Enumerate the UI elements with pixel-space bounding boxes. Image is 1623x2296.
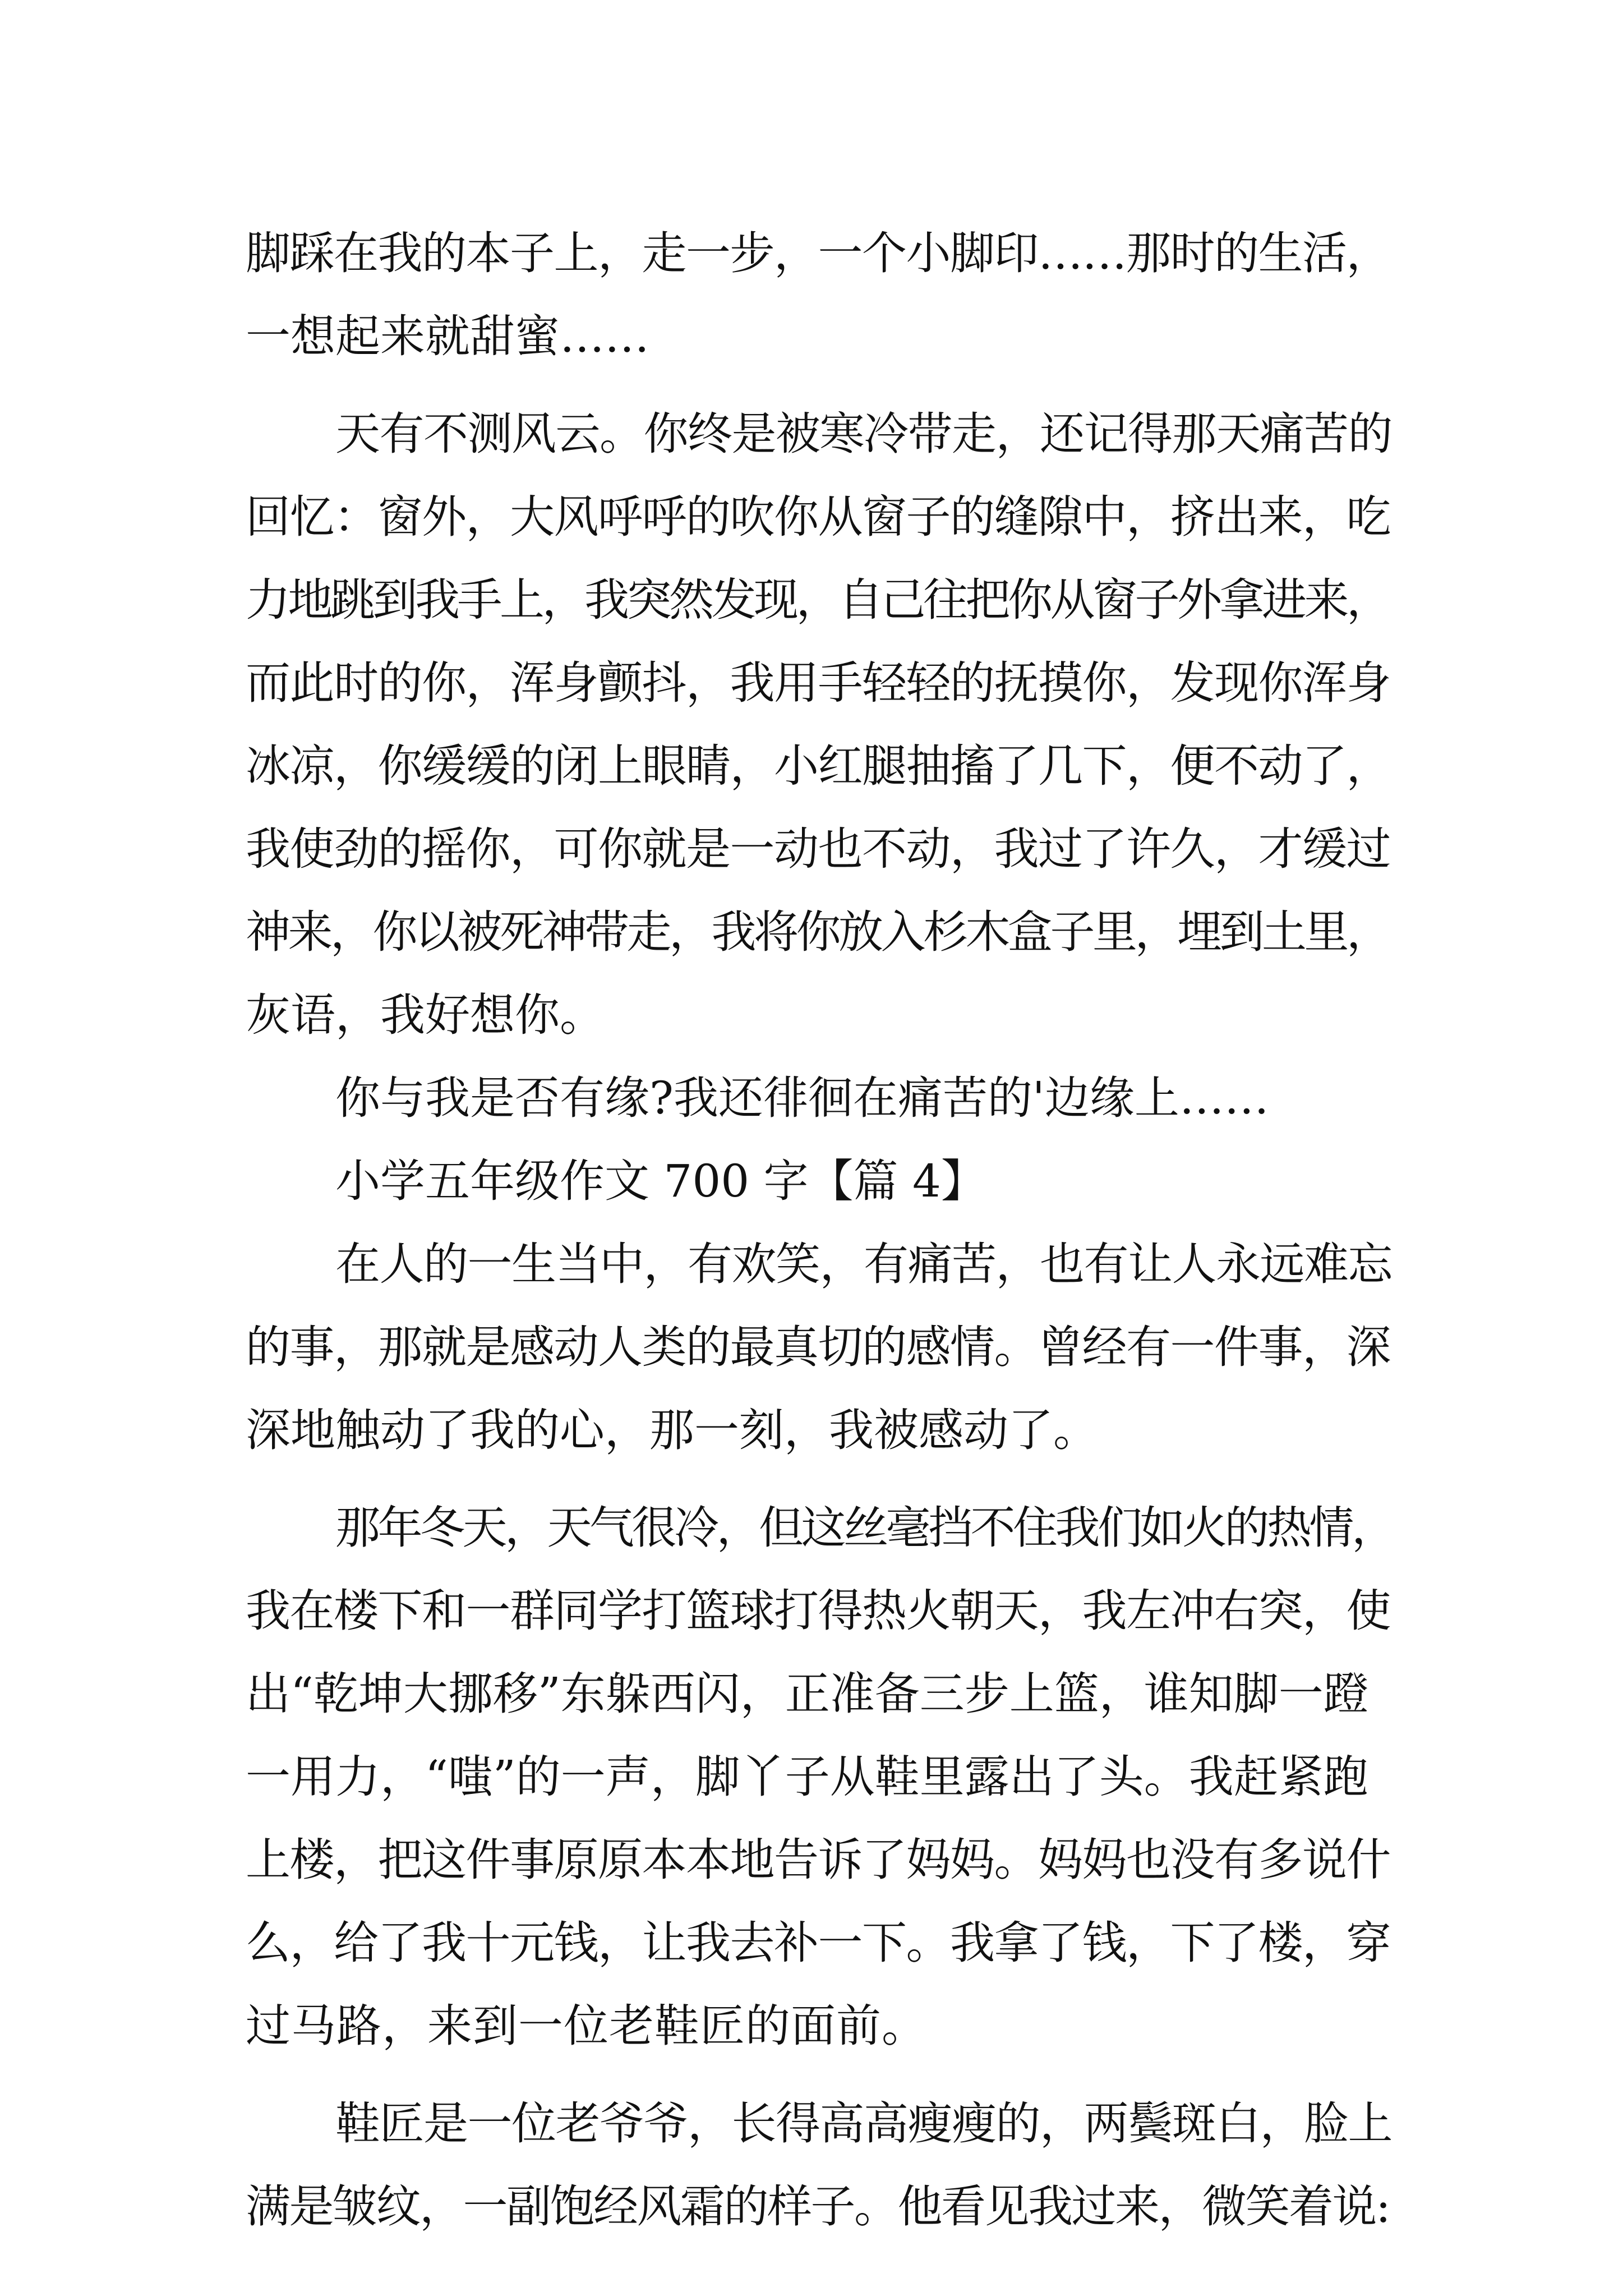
text-line: 而此时的你，浑身颤抖，我用手轻轻的抚摸你，发现你浑身 [246,657,1390,709]
text-line: 一用力，“嗤”的一声，脚丫子从鞋里露出了头。我赶紧跑 [246,1751,1368,1803]
text-line: 我在楼下和一群同学打篮球打得热火朝天，我左冲右突，使 [246,1585,1390,1637]
text-line: 满是皱纹，一副饱经风霜的样子。他看见我过来，微笑着说: [246,2180,1390,2233]
text-line: 灰语，我好想你。 [246,989,605,1041]
text-line: 出“乾坤大挪移”东躲西闪，正准备三步上篮，谁知脚一蹬 [246,1668,1368,1720]
text-line: 上楼，把这件事原原本本地告诉了妈妈。妈妈也没有多说什 [246,1834,1390,1886]
paragraph-first-line: 在人的一生当中，有欢笑，有痛苦，也有让人永远难忘 [335,1238,1392,1290]
essay-body [246,212,1395,2248]
text-line: 力地跳到我手上，我突然发现，自己往把你从窗子外拿进来， [246,574,1389,626]
paragraph-first-line: 你与我是否有缘?我还徘徊在痛苦的'边缘上…… [335,1072,1269,1124]
text-line: 过马路，来到一位老鞋匠的面前。 [246,2000,927,2052]
text-line: 的事，那就是感动人类的最真切的感情。曾经有一件事，深 [246,1321,1390,1373]
text-line: 一想起来就甜蜜…… [246,310,649,362]
paragraph-first-line: 鞋匠是一位老爷爷，长得高高瘦瘦的，两鬓斑白，脸上 [335,2097,1392,2150]
text-line: 神来，你以被死神带走，我将你放入杉木盒子里，埋到土里， [246,906,1389,958]
section-heading: 小学五年级作文 700 字【篇 4】 [335,1155,986,1207]
text-line: 么，给了我十元钱，让我去补一下。我拿了钱，下了楼，穿 [246,1917,1390,1969]
text-line: 深地触动了我的心，那一刻，我被感动了。 [246,1404,1098,1456]
paragraph-first-line: 那年冬天，天气很冷，但这丝毫挡不住我们如火的热情， [335,1502,1394,1554]
paragraph-first-line: 天有不测风云。你终是被寒冷带走，还记得那天痛苦的 [335,408,1392,460]
text-line: 冰凉，你缓缓的闭上眼睛，小红腿抽搐了几下，便不动了， [246,740,1390,792]
text-line: 我使劲的摇你，可你就是一动也不动，我过了许久，才缓过 [246,823,1390,875]
text-line: 回忆：窗外，大风呼呼的吹你从窗子的缝隙中，挤出来，吃 [246,491,1390,543]
text-line: 脚踩在我的本子上，走一步，一个小脚印……那时的生活， [246,227,1390,279]
